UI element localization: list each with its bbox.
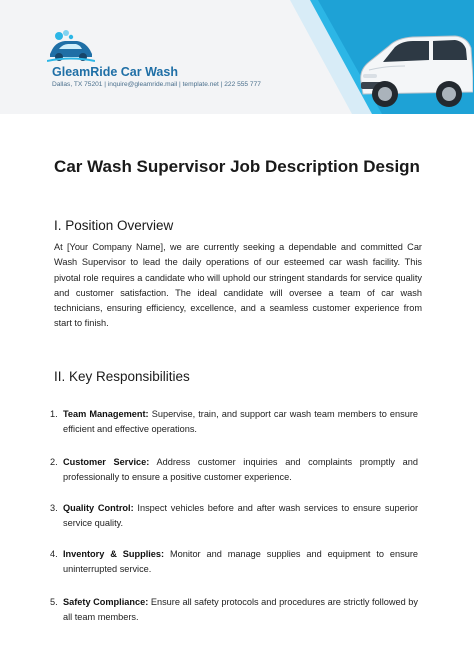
list-item-label: Quality Control:: [63, 503, 134, 513]
car-wash-logo-icon: [47, 28, 95, 64]
position-overview-paragraph: At [Your Company Name], we are currently seeking a dependable and committed Car Wash Supervisor to lead the daily operations of our esteemed car wash facility. This pivotal role requires a candidate who will uphold our stringent standards for service quality and customer satisfaction. The ideal candidate will oversee a team of car wash technicians, ensuring efficiency, excellence, and a seamless customer experience from start to finish.: [54, 242, 422, 329]
list-item: [50, 455, 418, 486]
list-item-number: 4.: [50, 549, 58, 559]
document-title: Car Wash Supervisor Job Description Design: [54, 157, 420, 176]
contact-line: Dallas, TX 75201 | inquire@gleamride.mail | template.net | 222 555 777: [52, 81, 261, 88]
list-item: [50, 595, 418, 626]
minivan-image: [355, 16, 473, 112]
list-item-number: 5.: [50, 597, 58, 607]
list-item-text: Inspect vehicles before and after wash services to ensure superior service quality.: [63, 503, 419, 529]
list-item-text: Ensure all safety protocols and procedures are strictly followed by all team members.: [63, 597, 418, 623]
list-item-text: Address customer inquiries and complaints promptly and professionally to ensure a positive customer experience.: [63, 457, 418, 483]
list-item: [50, 407, 418, 438]
list-item-number: 2.: [50, 457, 58, 467]
list-item: [50, 501, 418, 532]
list-item-number: 1.: [50, 409, 58, 419]
list-item-text: Monitor and manage supplies and equipment to ensure uninterrupted service.: [63, 549, 418, 575]
list-item-label: Team Management:: [63, 409, 149, 419]
brand-name: GleamRide Car Wash: [52, 65, 178, 79]
section-heading-position-overview: I. Position Overview: [54, 218, 174, 233]
letterhead-header: [0, 0, 474, 114]
list-item-label: Customer Service:: [63, 457, 150, 467]
list-item-label: Inventory & Supplies:: [63, 549, 165, 559]
list-item-text: Supervise, train, and support car wash team members to ensure efficient and effective operations.: [63, 409, 418, 435]
section-heading-key-responsibilities: II. Key Responsibilities: [54, 369, 190, 384]
list-item-label: Safety Compliance:: [63, 597, 149, 607]
list-item: [50, 547, 418, 578]
list-item-number: 3.: [50, 503, 58, 513]
